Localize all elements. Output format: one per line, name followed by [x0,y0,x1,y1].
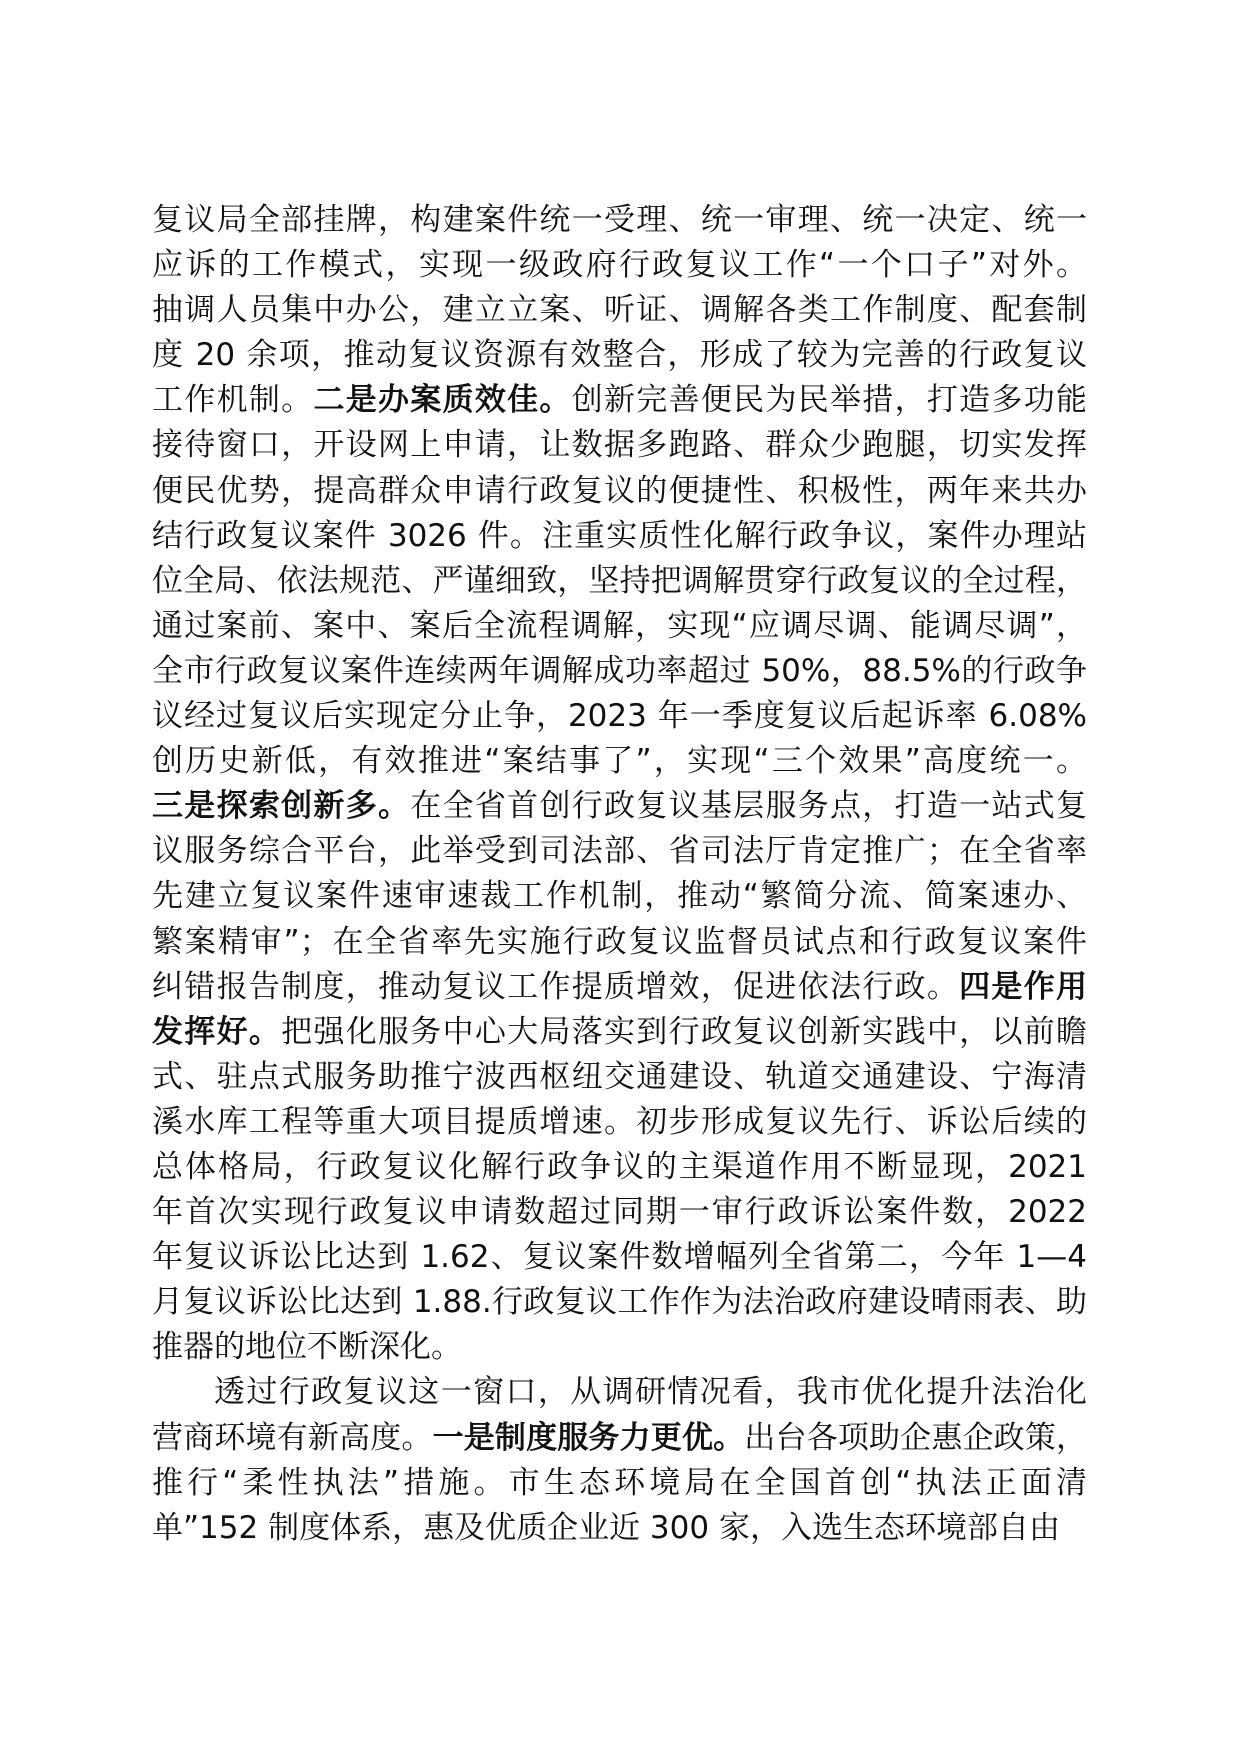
text-line [152,1506,1087,1551]
text-segment: 度 20 余项，推动复议资源有效整合，形成了较为完善的行政复议 [152,337,1087,374]
body-text [152,198,1087,1551]
text-segment: 出台各项助企惠企政策， [744,1419,1088,1456]
bold-heading-phrase: 二是办案质效佳。 [313,382,572,419]
text-line [152,649,1087,694]
text-segment: 复议局全部挂牌，构建案件统一受理、统一审理、统一决定、统一 [152,202,1087,238]
text-segment: 单”152 制度体系，惠及优质企业近 300 家，入选生态环境部自由 [152,1509,1060,1546]
bold-heading-phrase: 发挥好。 [152,1013,282,1050]
text-line [152,920,1087,965]
bold-heading-phrase: 一是制度服务力更优。 [432,1419,745,1456]
text-segment: 在全省首创行政复议基层服务点，打造一站式复 [410,788,1088,825]
text-line [152,1235,1087,1280]
text-line [152,1145,1087,1190]
text-segment: 总体格局，行政复议化解行政争议的主渠道作用不断显现，2021 [152,1148,1087,1185]
text-segment: 把强化服务中心大局落实到行政复议创新实践中，以前瞻 [281,1013,1088,1050]
text-segment: 创历史新低，有效推进“案结事了”，实现“三个效果”高度统一。 [152,743,1087,780]
text-line [152,1055,1087,1100]
text-segment: 接待窗口，开设网上申请，让数据多跑路、群众少跑腿，切实发挥 [152,427,1087,464]
text-line [152,1100,1087,1145]
text-segment: 应诉的工作模式，实现一级政府行政复议工作“一个口子”对外。 [152,247,1087,284]
bold-heading-phrase: 四是作用 [959,968,1087,1005]
text-line [152,1010,1087,1055]
text-line [152,1325,1087,1370]
text-segment: 纠错报告制度，推动复议工作提质增效，促进依法行政。 [152,968,960,1005]
text-line [152,243,1087,288]
text-line [152,514,1087,559]
text-line [152,1280,1087,1325]
text-segment: 营商环境有新高度。 [152,1419,433,1456]
text-line [152,288,1087,333]
text-segment: 繁案精审”；在全省率先实施行政复议监督员试点和行政复议案件 [152,923,1087,960]
bold-heading-phrase: 三是探索创新多。 [152,788,411,825]
text-line [152,423,1087,468]
text-segment: 通过案前、案中、案后全流程调解，实现“应调尽调、能调尽调”， [152,607,1087,644]
text-segment: 溪水库工程等重大项目提质增速。初步形成复议先行、诉讼后续的 [152,1103,1087,1140]
text-segment: 创新完善便民为民举措，打造多功能 [571,382,1088,419]
text-segment: 结行政复议案件 3026 件。注重实质性化解行政争议，案件办理站 [152,517,1087,554]
text-segment: 式、驻点式服务助推宁波西枢纽交通建设、轨道交通建设、宁海清 [152,1058,1087,1095]
text-segment: 透过行政复议这一窗口，从调研情况看，我市优化提升法治化 [214,1374,1087,1411]
text-line [152,559,1087,604]
text-segment: 议经过复议后实现定分止争，2023 年一季度复议后起诉率 6.08% [152,698,1087,735]
text-segment: 抽调人员集中办公，建立立案、听证、调解各类工作制度、配套制 [152,292,1087,329]
text-line [152,829,1087,874]
text-segment: 年复议诉讼比达到 1.62、复议案件数增幅列全省第二，今年 1—4 [152,1239,1087,1276]
text-line [152,378,1087,423]
text-segment: 议服务综合平台，此举受到司法部、省司法厅肯定推广；在全省率 [152,833,1087,870]
text-line [152,1370,1087,1415]
text-line [152,739,1087,784]
text-line [152,874,1087,919]
text-line [152,784,1087,829]
text-line [152,965,1087,1010]
text-line [152,694,1087,739]
text-segment: 工作机制。 [152,382,314,419]
text-line [152,604,1087,649]
text-segment: 推行“柔性执法”措施。市生态环境局在全国首创“执法正面清 [152,1464,1087,1501]
text-segment: 月复议诉讼比达到 1.88.行政复议工作作为法治政府建设晴雨表、助 [152,1284,1087,1321]
text-line [152,1416,1087,1461]
text-segment: 位全局、依法规范、严谨细致，坚持把调解贯穿行政复议的全过程， [152,562,1087,599]
text-line [152,333,1087,378]
text-segment: 便民优势，提高群众申请行政复议的便捷性、积极性，两年来共办 [152,472,1087,509]
text-line [152,198,1087,243]
text-line [152,1461,1087,1506]
text-segment: 推器的地位不断深化。 [152,1329,462,1366]
text-line [152,1190,1087,1235]
text-segment: 先建立复议案件速审速裁工作机制，推动“繁简分流、简案速办、 [152,878,1087,915]
text-line [152,469,1087,514]
text-segment: 全市行政复议案件连续两年调解成功率超过 50%，88.5%的行政争 [152,652,1087,689]
text-segment: 年首次实现行政复议申请数超过同期一审行政诉讼案件数，2022 [152,1194,1087,1231]
